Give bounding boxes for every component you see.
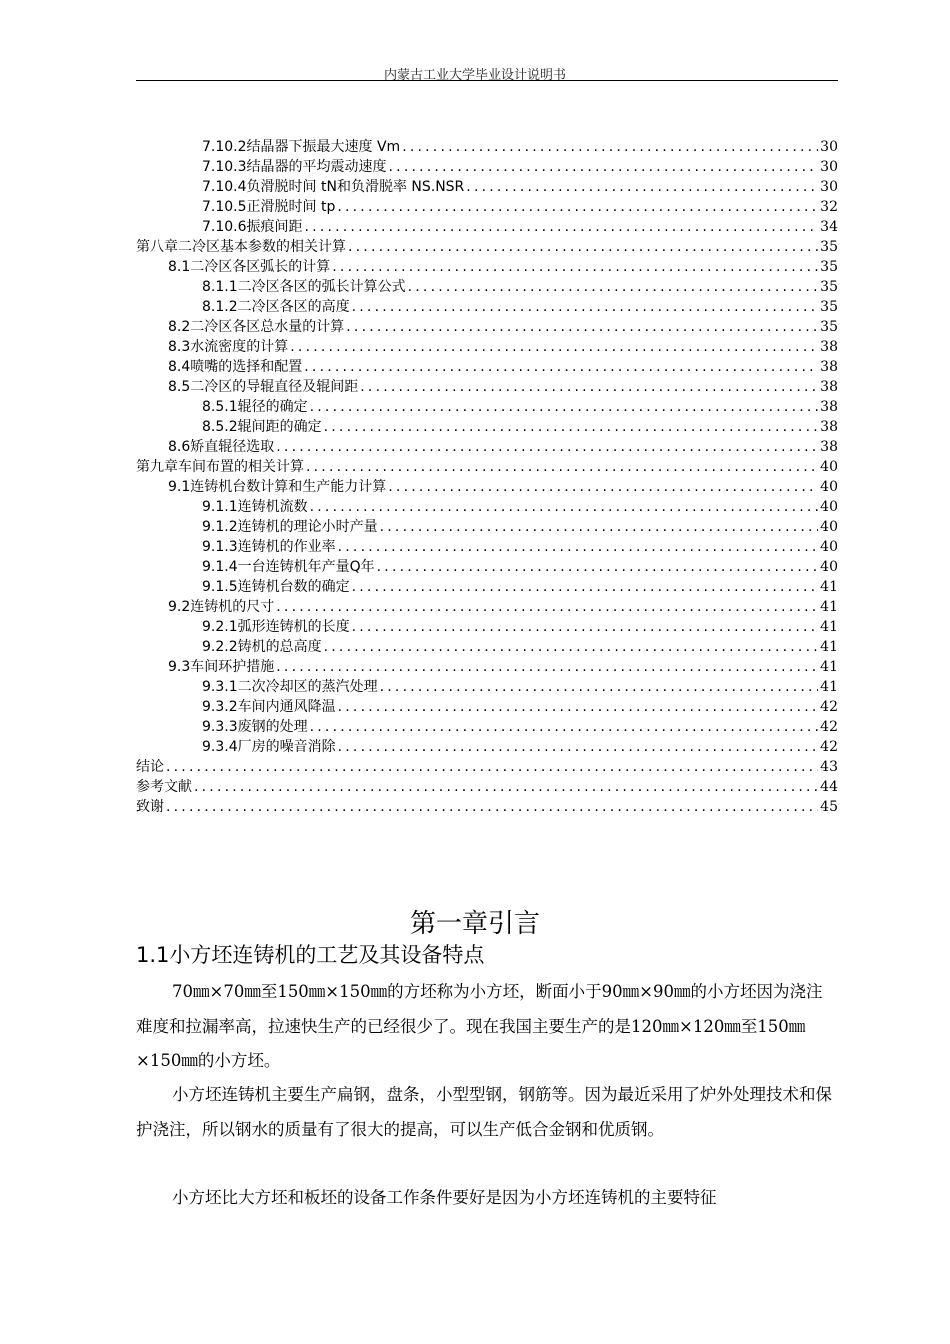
toc-entry[interactable] <box>136 197 838 217</box>
section-title: 1.1小方坯连铸机的工艺及其设备特点 <box>136 943 485 967</box>
toc-dot-leader <box>380 677 819 697</box>
toc-entry-page: 41 <box>820 579 838 595</box>
toc-dot-leader <box>408 277 819 297</box>
toc-entry-title: 9.1.1连铸机流数 <box>202 499 308 515</box>
toc-entry[interactable] <box>136 317 838 337</box>
toc-entry-title: 9.1连铸机台数计算和生产能力计算 <box>168 479 387 495</box>
toc-dot-leader <box>324 417 819 437</box>
toc-entry-page: 43 <box>820 759 838 775</box>
toc-entry[interactable] <box>136 797 838 817</box>
toc-entry[interactable] <box>136 717 838 737</box>
toc-entry-page: 38 <box>820 419 838 435</box>
toc-entry[interactable] <box>136 557 838 577</box>
toc-entry-page: 35 <box>820 319 838 335</box>
toc-entry[interactable] <box>136 637 838 657</box>
toc-entry-page: 38 <box>820 359 838 375</box>
toc-entry-page: 41 <box>820 619 838 635</box>
toc-entry[interactable] <box>136 737 838 757</box>
toc-dot-leader <box>337 197 818 217</box>
toc-entry-page: 30 <box>820 179 838 195</box>
toc-dot-leader <box>276 657 818 677</box>
toc-entry-title: 9.3车间环护措施 <box>168 659 275 675</box>
toc-dot-leader <box>466 177 818 197</box>
toc-entry-page: 40 <box>820 459 838 475</box>
paragraph-3: 小方坯比大方坯和板坯的设备工作条件要好是因为小方坯连铸机的主要特征 <box>172 1188 717 1207</box>
toc-entry-title: 7.10.2结晶器下振最大速度 Vm <box>202 139 401 155</box>
toc-entry[interactable] <box>136 137 838 157</box>
toc-dot-leader <box>166 797 818 817</box>
toc-entry[interactable] <box>136 377 838 397</box>
toc-entry[interactable] <box>136 677 838 697</box>
toc-dot-leader <box>338 737 819 757</box>
toc-entry[interactable] <box>136 597 838 617</box>
toc-dot-leader <box>290 337 818 357</box>
toc-entry-title: 8.5.2辊间距的确定 <box>202 419 322 435</box>
toc-entry[interactable] <box>136 337 838 357</box>
toc-dot-leader <box>389 157 819 177</box>
toc-entry-page: 42 <box>820 739 838 755</box>
toc-entry-title: 9.2连铸机的尺寸 <box>168 599 275 615</box>
toc-dot-leader <box>310 497 819 517</box>
toc-dot-leader <box>380 517 819 537</box>
toc-dot-leader <box>305 217 819 237</box>
toc-entry-title: 9.1.5连铸机台数的确定 <box>202 579 350 595</box>
toc-entry-title: 7.10.4负滑脱时间 tN和负滑脱率 NS.NSR <box>202 179 465 195</box>
table-of-contents <box>136 137 838 817</box>
toc-entry[interactable] <box>136 777 838 797</box>
toc-entry-title: 参考文献 <box>136 779 192 795</box>
toc-entry[interactable] <box>136 457 838 477</box>
toc-entry-title: 9.3.4厂房的噪音消除 <box>202 739 336 755</box>
toc-entry[interactable] <box>136 697 838 717</box>
toc-entry-page: 38 <box>820 379 838 395</box>
toc-dot-leader <box>324 637 819 657</box>
toc-entry[interactable] <box>136 437 838 457</box>
toc-entry-title: 8.1.2二冷区各区的高度 <box>202 299 350 315</box>
toc-entry[interactable] <box>136 177 838 197</box>
toc-entry-page: 30 <box>820 159 838 175</box>
toc-entry-page: 38 <box>820 439 838 455</box>
toc-entry-title: 致谢 <box>136 799 164 815</box>
toc-entry-page: 40 <box>820 499 838 515</box>
toc-entry[interactable] <box>136 617 838 637</box>
paragraph-1: 70㎜×70㎜至150㎜×150㎜的方坯称为小方坯，断面小于90㎜×90㎜的小方坯因为浇注难度和拉漏率高，拉速快生产的已经很少了。现在我国主要生产的是120㎜×120㎜至150㎜×150㎜的小方坯。 <box>136 982 823 1070</box>
toc-entry-title: 9.2.1弧形连铸机的长度 <box>202 619 350 635</box>
toc-dot-leader <box>352 617 819 637</box>
header-rule <box>136 80 838 81</box>
toc-entry-title: 9.1.4一台连铸机年产量Q年 <box>202 559 375 575</box>
toc-entry-page: 40 <box>820 519 838 535</box>
toc-entry[interactable] <box>136 657 838 677</box>
toc-entry-title: 8.4喷嘴的选择和配置 <box>168 359 303 375</box>
toc-entry-page: 41 <box>820 659 838 675</box>
toc-entry[interactable] <box>136 757 838 777</box>
toc-entry[interactable] <box>136 477 838 497</box>
toc-entry-page: 35 <box>820 259 838 275</box>
toc-entry-title: 8.2二冷区各区总水量的计算 <box>168 319 345 335</box>
toc-dot-leader <box>276 437 818 457</box>
toc-entry-page: 40 <box>820 479 838 495</box>
toc-dot-leader <box>310 397 819 417</box>
toc-entry-page: 42 <box>820 699 838 715</box>
toc-entry-page: 38 <box>820 339 838 355</box>
toc-entry[interactable] <box>136 277 838 297</box>
chapter-title: 第一章引言 <box>409 909 540 939</box>
toc-entry-title: 7.10.6振痕间距 <box>202 219 303 235</box>
toc-entry-page: 35 <box>820 279 838 295</box>
toc-dot-leader <box>360 377 818 397</box>
toc-entry-page: 38 <box>820 399 838 415</box>
toc-dot-leader <box>388 477 818 497</box>
toc-dot-leader <box>306 457 818 477</box>
toc-entry[interactable] <box>136 257 838 277</box>
toc-entry-title: 第九章车间布置的相关计算 <box>136 459 304 475</box>
toc-dot-leader <box>276 597 818 617</box>
toc-entry-title: 8.1二冷区各区弧长的计算 <box>168 259 331 275</box>
toc-entry-title: 9.2.2铸机的总高度 <box>202 639 322 655</box>
toc-entry-page: 41 <box>820 599 838 615</box>
toc-entry[interactable] <box>136 157 838 177</box>
toc-entry[interactable] <box>136 397 838 417</box>
toc-entry[interactable] <box>136 237 838 257</box>
toc-entry-page: 40 <box>820 539 838 555</box>
toc-entry[interactable] <box>136 517 838 537</box>
toc-entry[interactable] <box>136 297 838 317</box>
toc-dot-leader <box>304 357 818 377</box>
paragraph-2: 小方坯连铸机主要生产扁钢，盘条，小型型钢，钢筋等。因为最近采用了炉外处理技术和保护浇注，所以钢水的质量有了很大的提高，可以生产低合金钢和优质钢。 <box>136 1085 832 1139</box>
toc-entry-page: 41 <box>820 679 838 695</box>
toc-dot-leader <box>346 317 818 337</box>
toc-dot-leader <box>310 717 819 737</box>
toc-entry-title: 9.1.2连铸机的理论小时产量 <box>202 519 378 535</box>
toc-entry-title: 9.3.3废钢的处理 <box>202 719 308 735</box>
toc-entry-title: 8.1.1二冷区各区的弧长计算公式 <box>202 279 406 295</box>
toc-dot-leader <box>338 697 819 717</box>
toc-entry-title: 8.3水流密度的计算 <box>168 339 289 355</box>
toc-dot-leader <box>338 537 819 557</box>
toc-dot-leader <box>352 577 819 597</box>
toc-dot-leader <box>352 297 819 317</box>
toc-dot-leader <box>348 237 818 257</box>
toc-dot-leader <box>194 777 818 797</box>
toc-entry-page: 30 <box>820 139 838 155</box>
toc-entry[interactable] <box>136 537 838 557</box>
toc-entry-title: 7.10.3结晶器的平均震动速度 <box>202 159 387 175</box>
toc-entry-title: 8.5二冷区的导辊直径及辊间距 <box>168 379 359 395</box>
toc-entry-page: 45 <box>820 799 838 815</box>
toc-entry[interactable] <box>136 357 838 377</box>
toc-entry-title: 9.3.2车间内通风降温 <box>202 699 336 715</box>
toc-entry-page: 44 <box>820 779 838 795</box>
toc-dot-leader <box>377 557 819 577</box>
toc-entry-title: 9.3.1二次冷却区的蒸汽处理 <box>202 679 378 695</box>
toc-entry[interactable] <box>136 577 838 597</box>
toc-entry-title: 结论 <box>136 759 164 775</box>
toc-entry-page: 41 <box>820 639 838 655</box>
toc-entry-title: 8.5.1辊径的确定 <box>202 399 308 415</box>
toc-entry[interactable] <box>136 497 838 517</box>
toc-entry-title: 8.6矫直辊径选取 <box>168 439 275 455</box>
toc-entry-page: 35 <box>820 299 838 315</box>
toc-entry-title: 9.1.3连铸机的作业率 <box>202 539 336 555</box>
toc-entry-title: 第八章二冷区基本参数的相关计算 <box>136 239 346 255</box>
toc-entry-page: 40 <box>820 559 838 575</box>
toc-entry-page: 32 <box>820 199 838 215</box>
toc-entry-page: 42 <box>820 719 838 735</box>
toc-dot-leader <box>402 137 818 157</box>
toc-entry[interactable] <box>136 217 838 237</box>
running-header: 内蒙古工业大学毕业设计说明书 <box>383 68 566 83</box>
toc-entry-page: 35 <box>820 239 838 255</box>
toc-dot-leader <box>332 257 818 277</box>
toc-entry[interactable] <box>136 417 838 437</box>
toc-entry-page: 34 <box>820 219 838 235</box>
toc-dot-leader <box>166 757 818 777</box>
toc-entry-title: 7.10.5正滑脱时间 tp <box>202 199 336 215</box>
